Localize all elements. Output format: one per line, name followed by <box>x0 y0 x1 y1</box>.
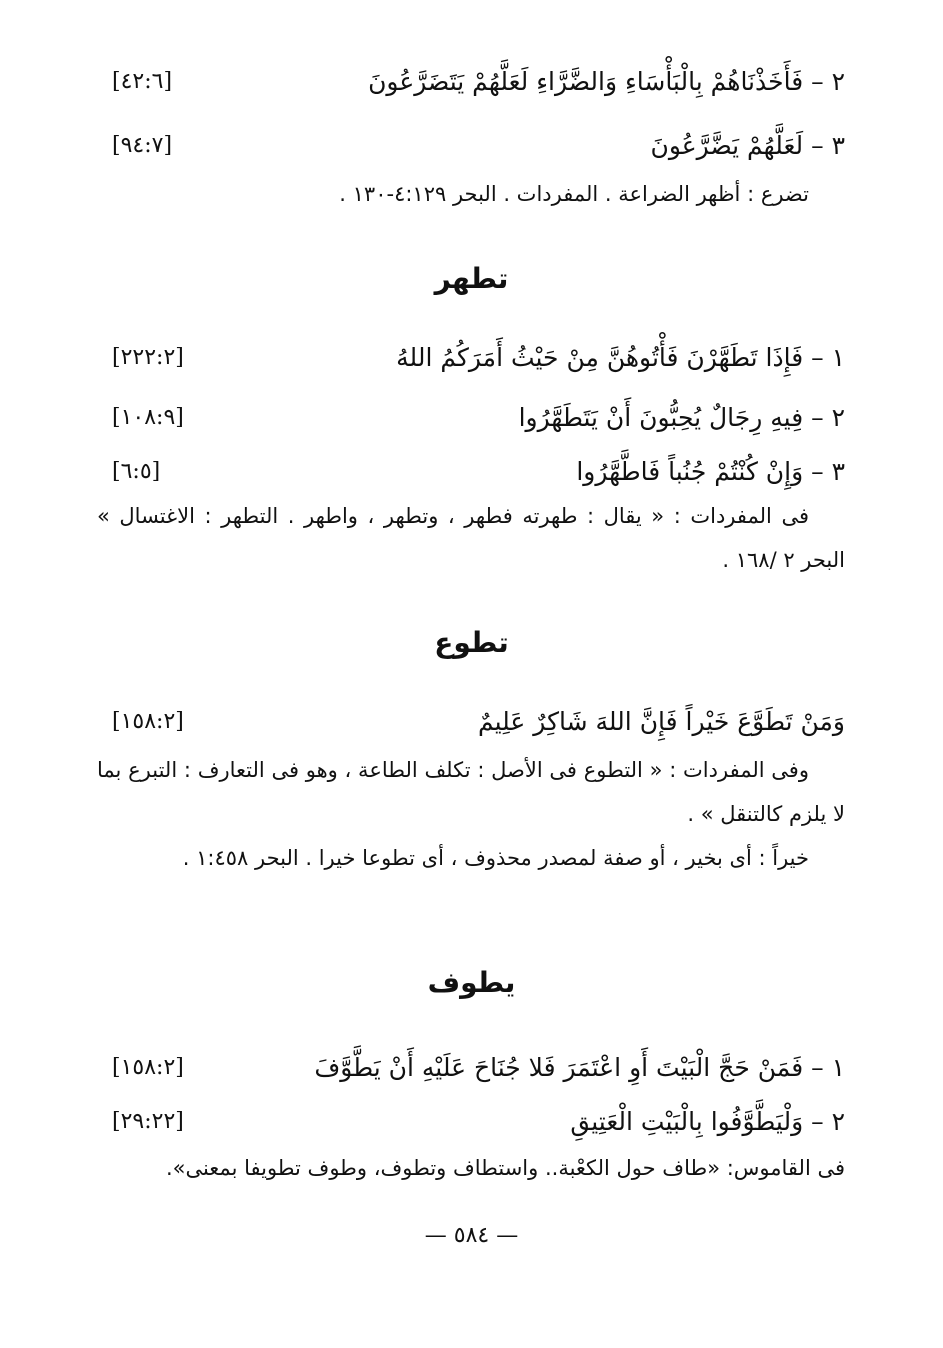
verse-reference: [١٠٨:٩] <box>112 405 184 430</box>
verse-text: ٢ – فَأَخَذْنَاهُمْ بِالْبَأْسَاءِ وَالضَّرَّاءِ لَعَلَّهُمْ يَتَضَرَّعُونَ <box>368 67 845 96</box>
verse-reference: [٩٤:٧] <box>112 133 173 158</box>
verse-text: ١ – فَمَنْ حَجَّ الْبَيْتَ أَوِ اعْتَمَرَ فَلا جُنَاحَ عَلَيْهِ أَنْ يَطَّوَّفَ <box>314 1053 845 1082</box>
note-text: خيراً : أى بخير ، أو صفة لمصدر محذوف ، أى تطوعا خيرا . البحر ١:٤٥٨ . <box>182 846 809 870</box>
commentary-note <box>97 172 845 216</box>
verse-text: ٢ – فِيهِ رِجَالٌ يُحِبُّونَ أَنْ يَتَطَهَّرُوا <box>518 403 845 432</box>
section-heading: يطوف <box>427 966 516 999</box>
verse-line <box>98 1046 845 1090</box>
verse-text: ٣ – لَعَلَّهُمْ يَضَّرَّعُونَ <box>650 131 845 160</box>
verse-line <box>98 450 845 494</box>
verse-line <box>98 396 845 440</box>
commentary-note <box>97 494 845 582</box>
verse-reference: [١٥٨:٢] <box>112 709 184 734</box>
verse-line <box>98 700 845 744</box>
verse-text: ٣ – وَإِنْ كُنْتُمْ جُنُباً فَاطَّهَّرُوا <box>576 457 845 486</box>
note-text: فى القاموس: «طاف حول الكعْبة.. واستطاف وتطوف، وطوف تطويفا بمعنى». <box>165 1156 845 1180</box>
verse-line <box>98 336 845 380</box>
verse-reference: [١٥٨:٢] <box>112 1055 184 1080</box>
commentary-note <box>97 1146 845 1190</box>
note-text: وفى المفردات : « التطوع فى الأصل : تكلف الطاعة ، وهو فى التعارف : التبرع بما لا يلزم كالتنقل » . <box>97 758 845 826</box>
section-heading: تطهر <box>434 262 509 295</box>
verse-line <box>98 124 845 168</box>
verse-reference: [٢٩:٢٢] <box>112 1109 184 1134</box>
verse-text: وَمَنْ تَطَوَّعَ خَيْراً فَإِنَّ اللهَ شَاكِرٌ عَلِيمٌ <box>477 707 845 736</box>
note-text: فى المفردات : « يقال : طهرته فطهر ، وتطهر ، واطهر . التطهر : الاغتسال » البحر ٢ /١٦٨ . <box>97 504 845 572</box>
verse-reference: [٤٢:٦] <box>112 69 173 94</box>
verse-reference: [٢٢٢:٢] <box>112 345 184 370</box>
verse-line <box>98 1100 845 1144</box>
section-heading: تطوع <box>434 626 509 659</box>
verse-text: ١ – فَإِذَا تَطَهَّرْنَ فَأْتُوهُنَّ مِنْ حَيْثُ أَمَرَكُمُ اللهُ <box>396 343 845 372</box>
commentary-note <box>97 748 845 880</box>
verse-text: ٢ – وَلْيَطَّوَّفُوا بِالْبَيْتِ الْعَتِيقِ <box>570 1107 845 1136</box>
note-text: تضرع : أظهر الضراعة . المفردات . البحر ٤:١٢٩-١٣٠ . <box>339 182 809 206</box>
page-number: — ٥٨٤ — <box>424 1223 519 1248</box>
verse-line <box>98 60 845 104</box>
verse-reference: [٦:٥] <box>112 459 161 484</box>
